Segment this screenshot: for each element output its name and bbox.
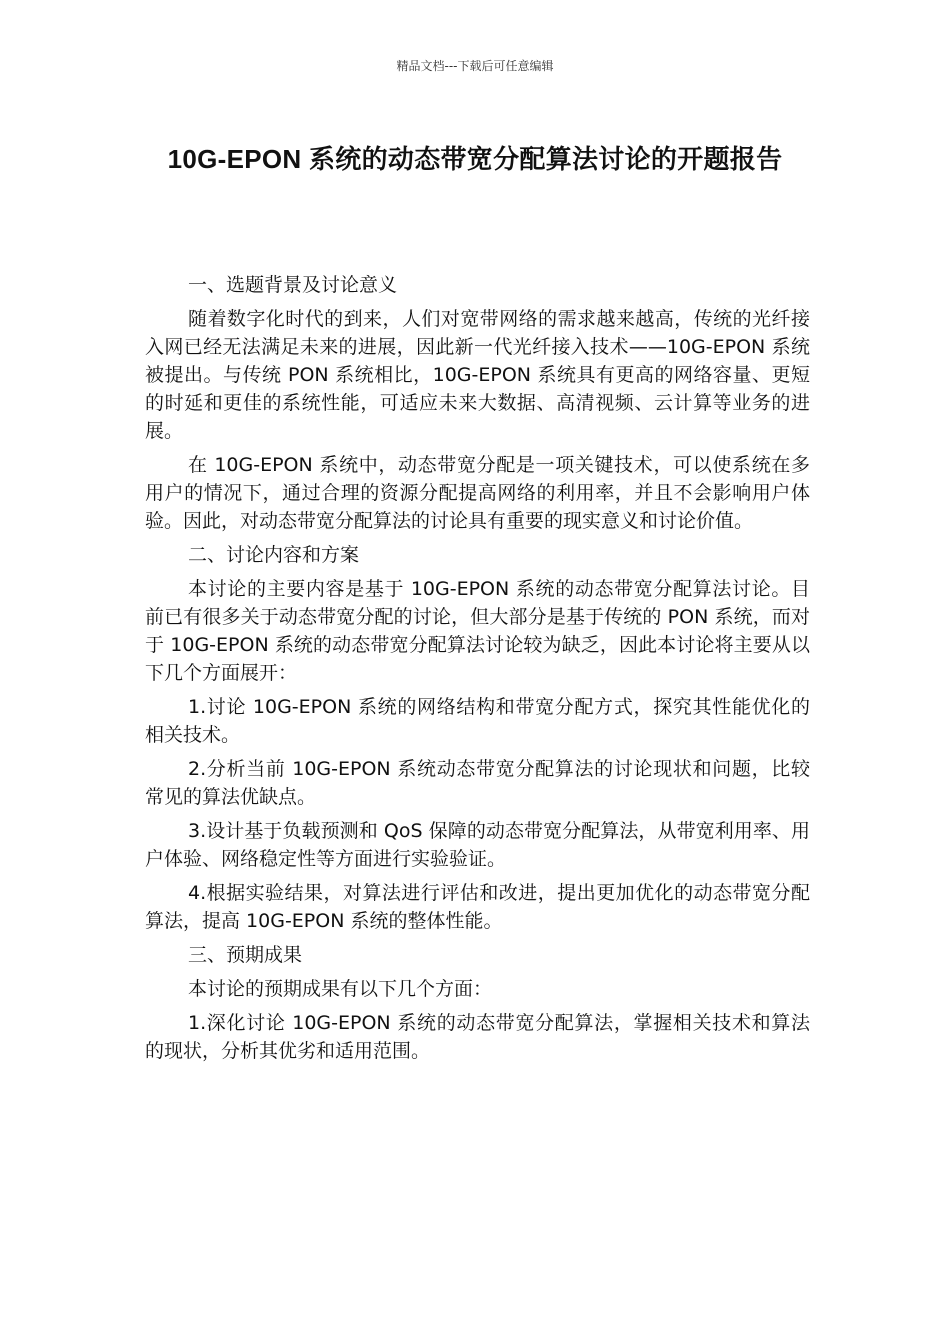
paragraph: 随着数字化时代的到来，人们对宽带网络的需求越来越高，传统的光纤接入网已经无法满足未来的进展，因此新一代光纤接入技术——10G-EPON 系统被提出。与传统 PON 系统相比，10G-EPON 系统具有更高的网络容量、更短的时延和更佳的系统性能，可适应未来大数据、高清视频、云计算等业务的进展。	[145, 308, 810, 442]
section-heading-1: 一、选题背景及讨论意义	[188, 274, 398, 296]
list-item: 4.根据实验结果，对算法进行评估和改进，提出更加优化的动态带宽分配算法，提高 10G-EPON 系统的整体性能。	[145, 882, 810, 932]
paragraph: 本讨论的主要内容是基于 10G-EPON 系统的动态带宽分配算法讨论。目前已有很多关于动态带宽分配的讨论，但大部分是基于传统的 PON 系统，而对于 10G-EPON 系统的动态带宽分配算法讨论较为缺乏，因此本讨论将主要从以下几个方面展开：	[145, 578, 810, 684]
document-body	[145, 271, 810, 1071]
list-item: 1.讨论 10G-EPON 系统的网络结构和带宽分配方式，探究其性能优化的相关技术。	[145, 696, 810, 746]
section-heading-3: 三、预期成果	[188, 944, 303, 966]
list-item: 2.分析当前 10G-EPON 系统动态带宽分配算法的讨论现状和问题，比较常见的算法优缺点。	[145, 758, 810, 808]
paragraph: 在 10G-EPON 系统中，动态带宽分配是一项关键技术，可以使系统在多用户的情况下，通过合理的资源分配提高网络的利用率，并且不会影响用户体验。因此，对动态带宽分配算法的讨论具有重要的现实意义和讨论价值。	[145, 454, 810, 532]
list-item: 3.设计基于负载预测和 QoS 保障的动态带宽分配算法，从带宽利用率、用户体验、网络稳定性等方面进行实验验证。	[145, 820, 810, 870]
paragraph: 本讨论的预期成果有以下几个方面：	[188, 978, 493, 1000]
section-heading-2: 二、讨论内容和方案	[188, 544, 360, 566]
page-header: 精品文档---下载后可任意编辑	[396, 59, 554, 73]
document-title: 10G-EPON 系统的动态带宽分配算法讨论的开题报告	[167, 144, 783, 174]
list-item: 1.深化讨论 10G-EPON 系统的动态带宽分配算法，掌握相关技术和算法的现状，分析其优劣和适用范围。	[145, 1012, 810, 1062]
